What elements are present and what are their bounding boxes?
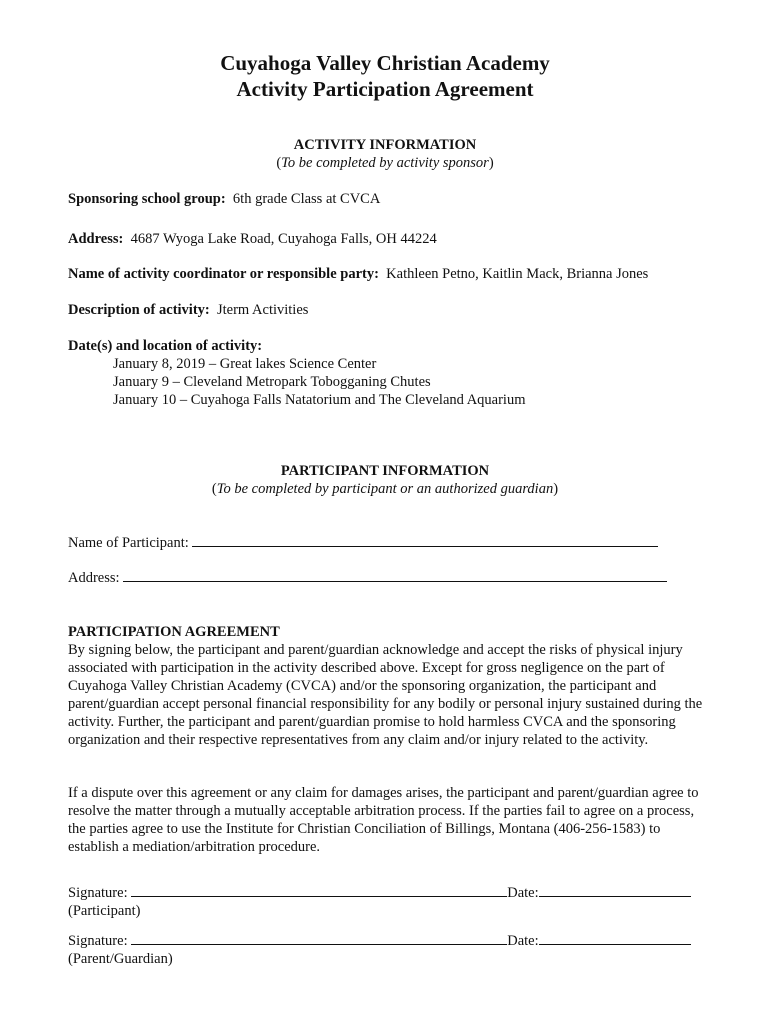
sponsoring-group-row bbox=[68, 190, 380, 208]
document-title-line2: Activity Participation Agreement bbox=[236, 77, 534, 101]
activity-info-heading: ACTIVITY INFORMATION bbox=[293, 137, 477, 153]
document-title-line1: Cuyahoga Valley Christian Academy bbox=[220, 51, 550, 75]
participant-signature-label: Signature: bbox=[68, 885, 128, 901]
activity-address-value: 4687 Wyoga Lake Road, Cuyahoga Falls, OH 44224 bbox=[130, 231, 437, 247]
participant-name-row bbox=[68, 534, 658, 552]
guardian-signature-field[interactable] bbox=[131, 932, 507, 945]
participant-caption: (Participant) bbox=[68, 903, 141, 919]
date-item: January 8, 2019 – Great lakes Science Center bbox=[113, 356, 377, 372]
activity-address-label: Address: bbox=[68, 231, 124, 247]
participant-info-heading: PARTICIPANT INFORMATION bbox=[280, 463, 490, 479]
participant-address-field[interactable] bbox=[123, 569, 667, 582]
dates-label: Date(s) and location of activity: bbox=[68, 338, 263, 354]
participant-info-subheading-text: To be completed by participant or an authorized guardian bbox=[216, 481, 554, 497]
guardian-signature-row bbox=[68, 932, 691, 950]
activity-info-subheading-text: To be completed by activity sponsor bbox=[281, 155, 489, 171]
guardian-signature-label: Signature: bbox=[68, 933, 128, 949]
coordinator-row bbox=[68, 265, 648, 283]
coordinator-label: Name of activity coordinator or responsible party: bbox=[68, 266, 379, 282]
participant-name-label: Name of Participant: bbox=[68, 535, 189, 551]
activity-address-row bbox=[68, 230, 437, 248]
description-row bbox=[68, 301, 308, 319]
agreement-heading: PARTICIPATION AGREEMENT bbox=[68, 624, 280, 640]
guardian-date-field[interactable] bbox=[539, 932, 691, 945]
date-item: January 10 – Cuyahoga Falls Natatorium and The Cleveland Aquarium bbox=[113, 392, 526, 408]
participant-date-label: Date: bbox=[507, 885, 539, 901]
date-item: January 9 – Cleveland Metropark Tobogganing Chutes bbox=[113, 374, 431, 390]
participant-address-row bbox=[68, 569, 667, 587]
participant-info-subheading: (To be completed by participant or an authorized guardian) bbox=[211, 481, 559, 497]
participant-signature-row bbox=[68, 884, 691, 902]
activity-info-subheading: (To be completed by activity sponsor) bbox=[276, 155, 494, 171]
participant-date-field[interactable] bbox=[539, 884, 691, 897]
description-value: Jterm Activities bbox=[217, 302, 309, 318]
participant-signature-field[interactable] bbox=[131, 884, 507, 897]
guardian-caption: (Parent/Guardian) bbox=[68, 951, 173, 967]
agreement-paragraph-1: By signing below, the participant and parent/guardian acknowledge and accept the risks of physical injury associated with participation in the activity described above. Except for gross negligence on the part of Cuyahoga Valley Christian Academy (CVCA) and/or the sponsoring organization, the participant and parent/guardian accept personal financial responsibility for any bodily or personal injury sustained during the activity. Further, the participant and parent/guardian promise to hold harmless CVCA and the sponsoring organization and their respective representatives from any claim and/or injury related to the activity. bbox=[68, 642, 703, 748]
coordinator-value: Kathleen Petno, Kaitlin Mack, Brianna Jones bbox=[386, 266, 649, 282]
guardian-date-label: Date: bbox=[507, 933, 539, 949]
sponsoring-group-value: 6th grade Class at CVCA bbox=[232, 191, 381, 207]
participant-name-field[interactable] bbox=[192, 534, 658, 547]
participant-address-label: Address: bbox=[68, 570, 120, 586]
sponsoring-group-label: Sponsoring school group: bbox=[68, 191, 226, 207]
description-label: Description of activity: bbox=[68, 302, 210, 318]
agreement-paragraph-2: If a dispute over this agreement or any claim for damages arises, the participant and parent/guardian agree to resolve the matter through a mutually acceptable arbitration process. If the parties fail to agree on a process, the parties agree to use the Institute for Christian Conciliation of Billings, Montana (406-256-1583) to establish a mediation/arbitration procedure. bbox=[68, 785, 699, 855]
